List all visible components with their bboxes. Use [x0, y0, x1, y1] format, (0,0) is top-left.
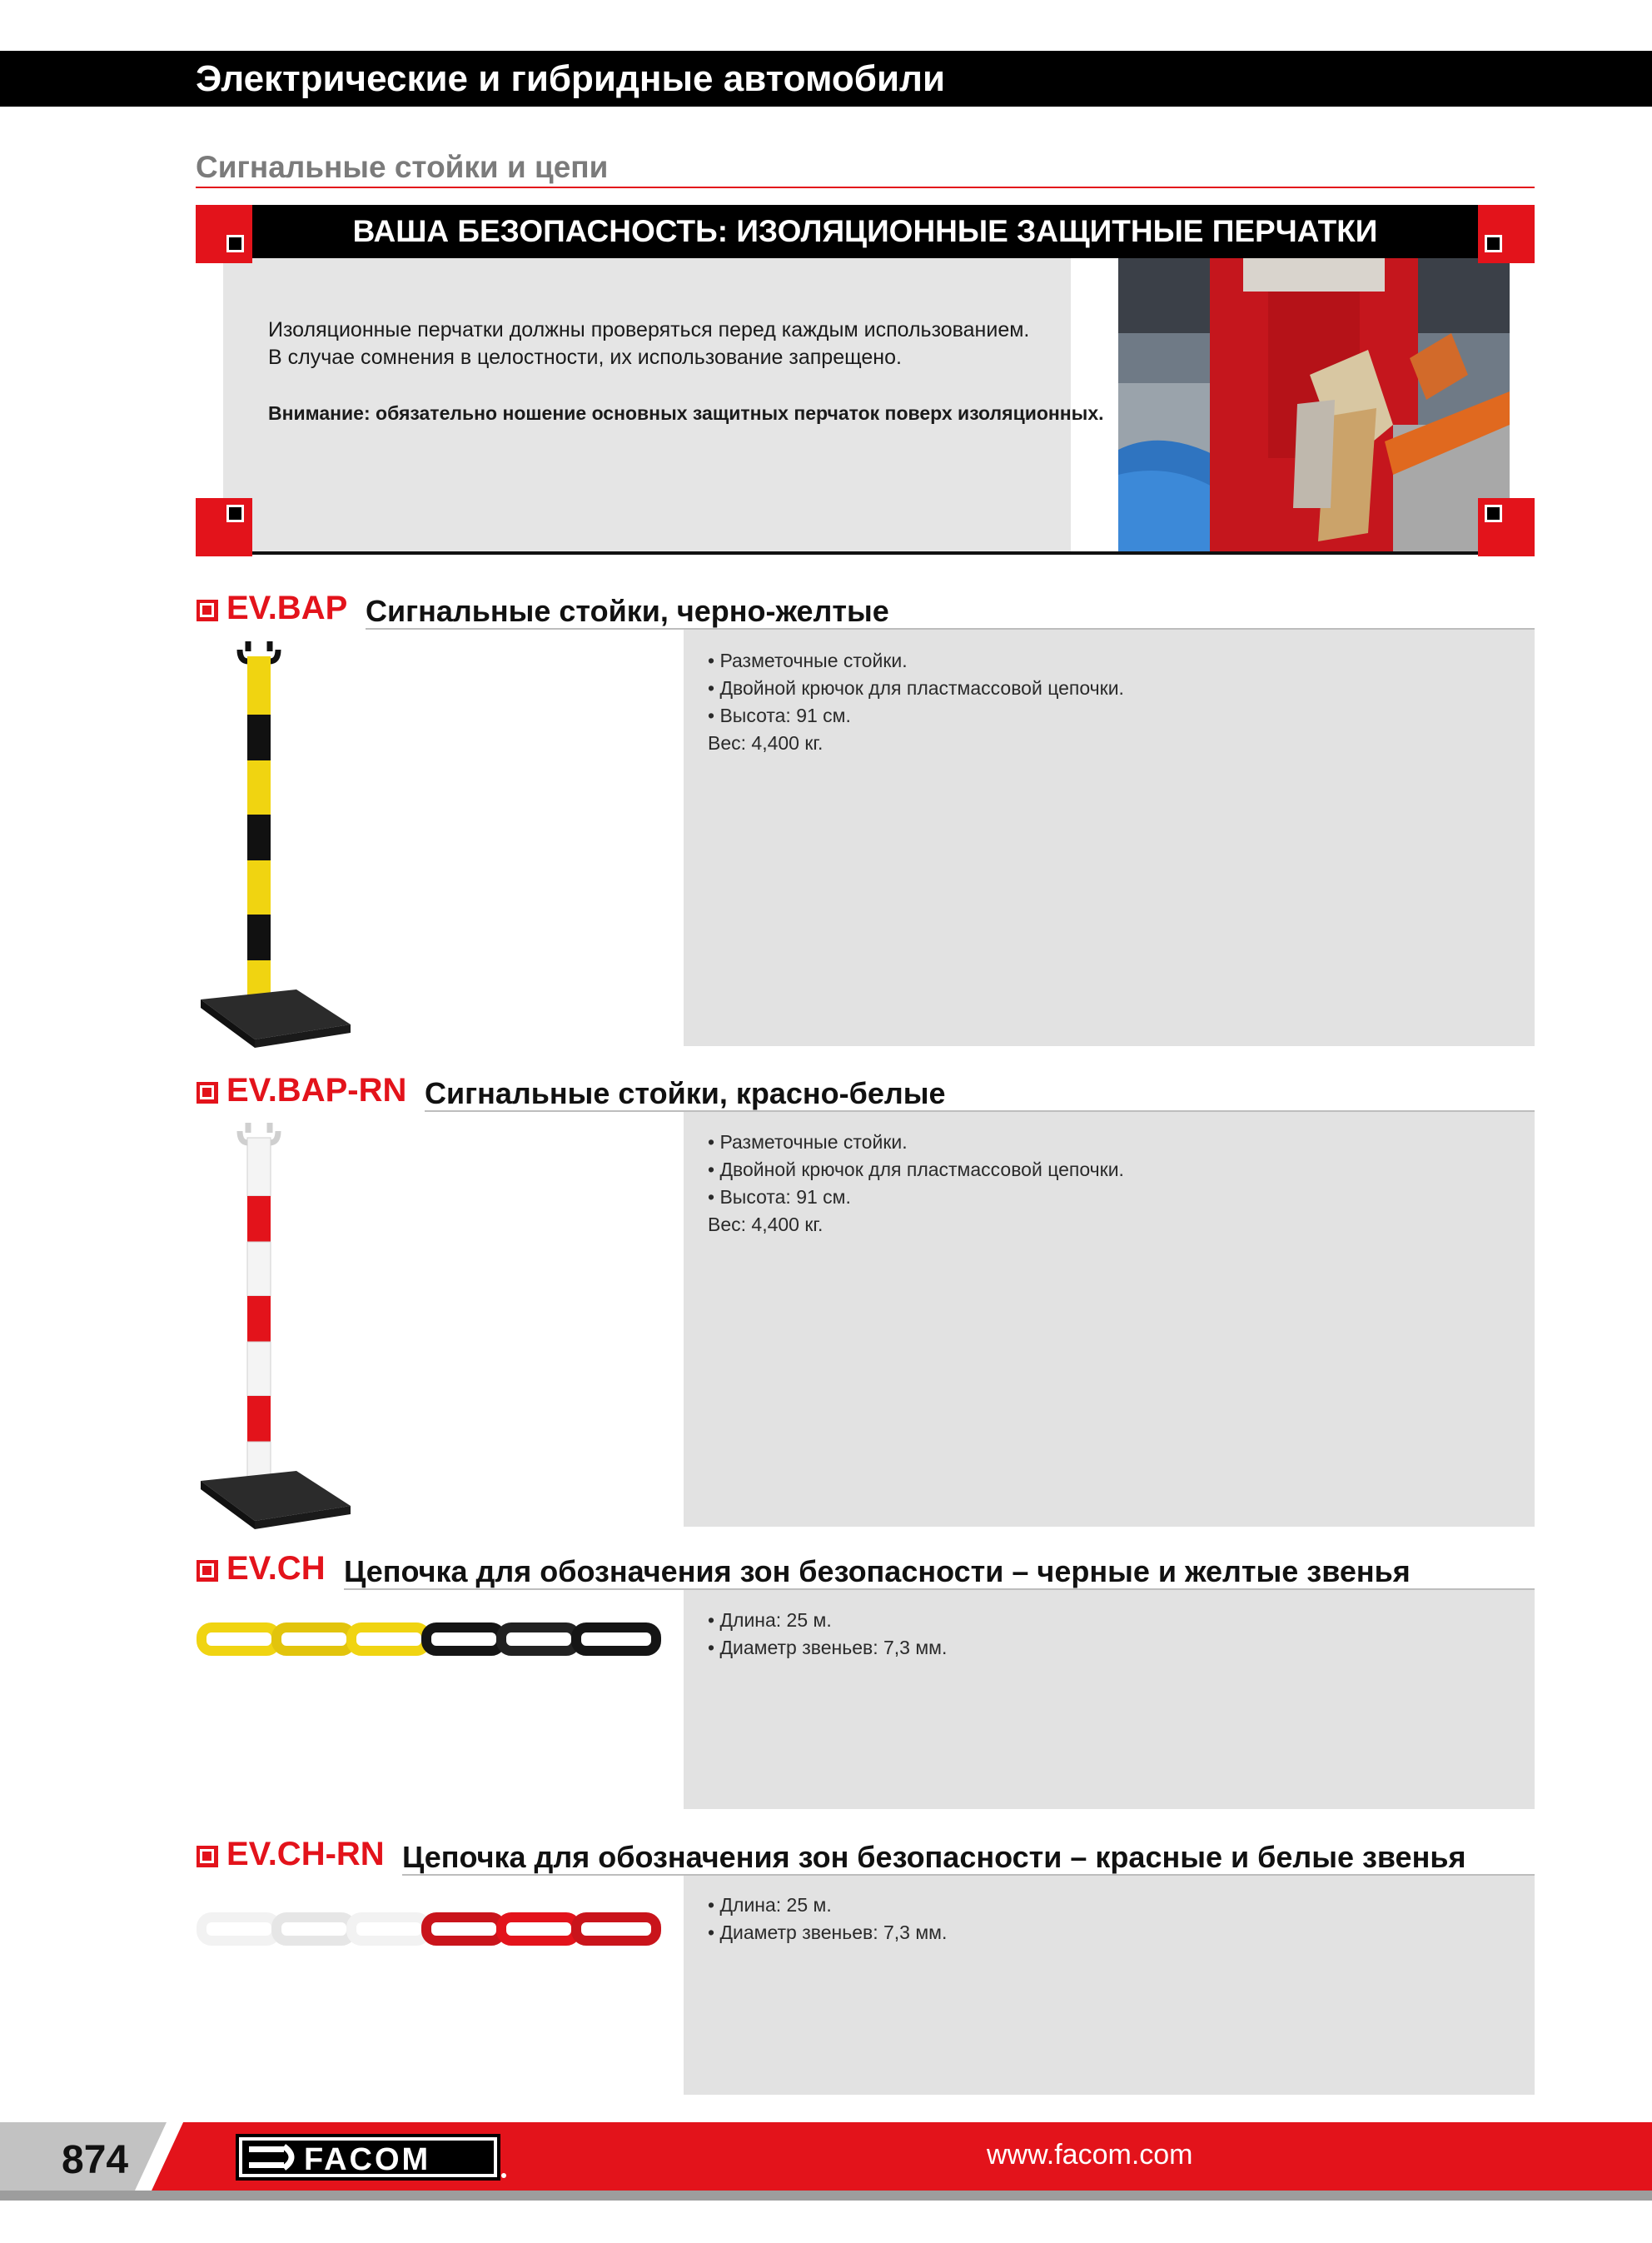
spec-line: Вес: 4,400 кг.: [708, 732, 824, 754]
product-title: Сигнальные стойки, черно-желтые: [366, 594, 889, 628]
product-code: EV.CH: [226, 1550, 326, 1587]
product-title: Цепочка для обозначения зон безопасности – черные и желтые звенья: [344, 1554, 1411, 1588]
yellow-black-chain-image: [197, 1619, 663, 1661]
product-code: EV.BAP-RN: [226, 1072, 407, 1109]
warning-panel-overlay: [223, 258, 1071, 552]
red-white-chain-image: [197, 1909, 663, 1951]
red-white-post-image: [197, 1123, 355, 1531]
corner-square: [226, 235, 244, 252]
product-marker-icon: [197, 1082, 218, 1104]
spec-line: • Длина: 25 м.: [708, 1894, 832, 1916]
spec-line: • Разметочные стойки.: [708, 650, 908, 671]
corner-ornament: [196, 205, 252, 263]
section-title: Сигнальные стойки и цепи: [196, 150, 609, 184]
product-title: Цепочка для обозначения зон безопасности – красные и белые звенья: [402, 1840, 1466, 1874]
page-header-title: Электрические и гибридные автомобили: [196, 58, 946, 99]
corner-ornament: [1478, 205, 1535, 263]
facom-logo: [236, 2134, 507, 2181]
spec-line: • Диаметр звеньев: 7,3 мм.: [708, 1922, 948, 1943]
spec-line: • Двойной крючок для пластмассовой цепочки.: [708, 677, 1124, 699]
spec-line: • Диаметр звеньев: 7,3 мм.: [708, 1637, 948, 1658]
footer-bottom-strip: [0, 2191, 1652, 2201]
product-code: EV.BAP: [226, 590, 348, 626]
corner-square: [1485, 235, 1502, 252]
yellow-black-post-image: [197, 641, 355, 1049]
warning-line-2: В случае сомнения в целостности, их использование запрещено.: [268, 346, 902, 369]
warning-note: Внимание: обязательно ношение основных защитных перчаток поверх изоляционных.: [268, 402, 1104, 424]
spec-line: • Высота: 91 см.: [708, 1186, 851, 1208]
spec-line: • Высота: 91 см.: [708, 705, 851, 726]
footer-url[interactable]: www.facom.com: [987, 2139, 1193, 2171]
product-marker-icon: [197, 600, 218, 621]
product-marker-icon: [197, 1560, 218, 1582]
svg-text:FACOM: FACOM: [304, 2142, 431, 2177]
page-number: 874: [62, 2138, 129, 2182]
product-code: EV.CH-RN: [226, 1836, 385, 1872]
section-divider: [196, 187, 1535, 188]
product-marker-icon: [197, 1846, 218, 1867]
warning-title: ВАША БЕЗОПАСНОСТЬ: ИЗОЛЯЦИОННЫЕ ЗАЩИТНЫЕ ПЕРЧАТКИ: [352, 214, 1378, 248]
corner-square: [1485, 505, 1502, 522]
spec-line: Вес: 4,400 кг.: [708, 1214, 824, 1235]
warning-line-1: Изоляционные перчатки должны проверяться перед каждым использованием.: [268, 318, 1030, 341]
gloves-photo: [1118, 258, 1510, 555]
product-title: Сигнальные стойки, красно-белые: [425, 1076, 946, 1110]
spec-line: • Длина: 25 м.: [708, 1609, 832, 1631]
spec-line: • Разметочные стойки.: [708, 1131, 908, 1153]
spec-line: • Двойной крючок для пластмассовой цепочки.: [708, 1159, 1124, 1180]
